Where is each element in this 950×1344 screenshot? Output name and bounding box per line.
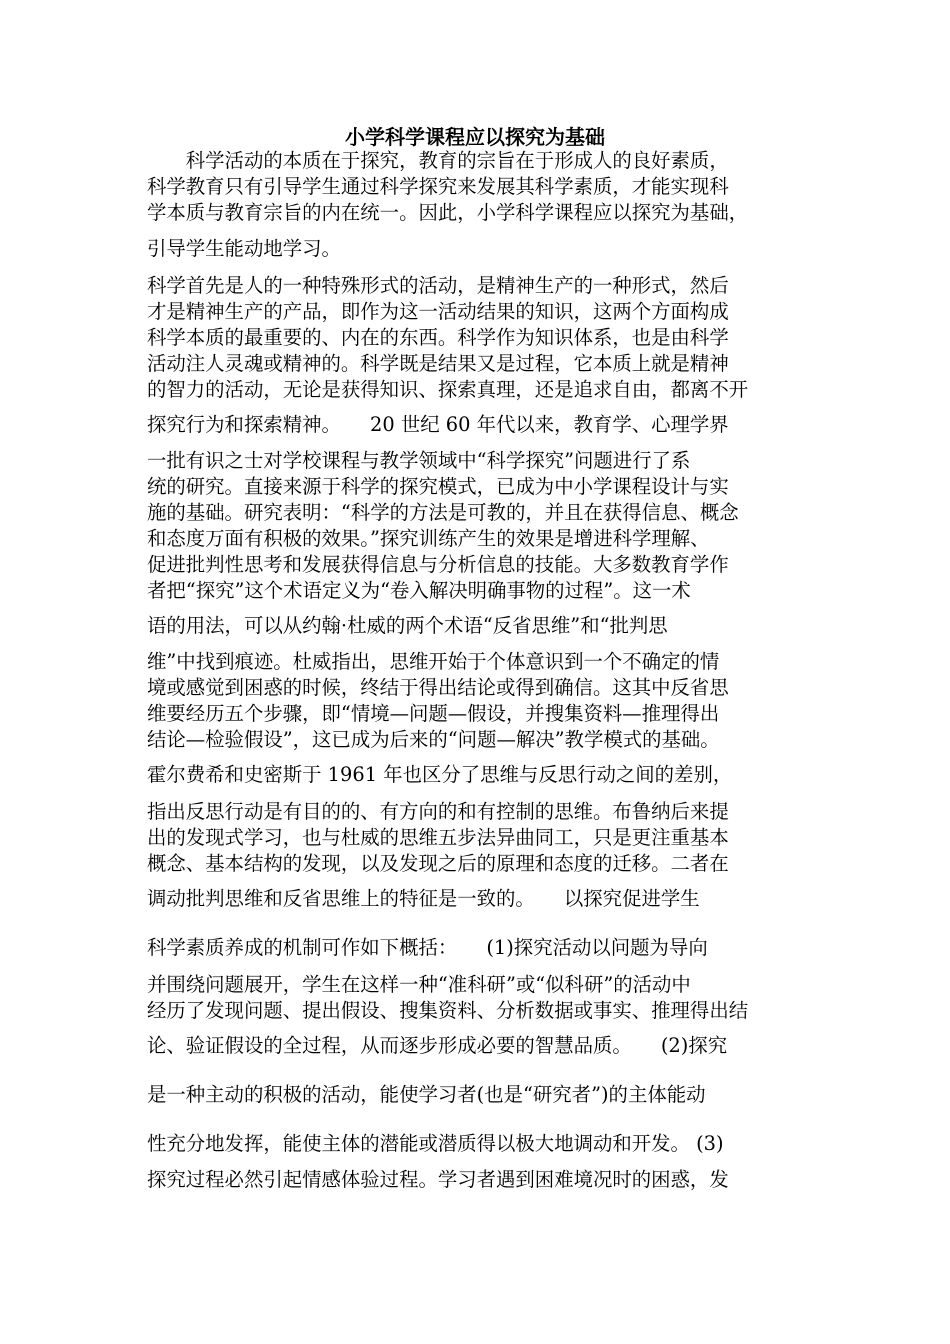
document-title: 小学科学课程应以探究为基础	[345, 125, 605, 149]
text-line: 指出反思行动是有目的的、有方向的和有控制的思维。布鲁纳后来提	[147, 800, 729, 823]
text-line: 霍尔费希和史密斯于 1961 年也区分了思维与反思行动之间的差别，	[147, 763, 733, 786]
text-line: 结论—检验假设”，这已成为后来的“问题—解决”教学模式的基础。	[147, 728, 720, 751]
text-line: 活动注人灵魂或精神的。科学既是结果又是过程，它本质上就是精神	[147, 352, 729, 375]
text-line: 和态度万面有积极的效果。”探究训练产生的效果是增进科学理解、	[147, 527, 710, 550]
text-line: 科学活动的本质在于探究，教育的宗旨在于形成人的良好素质，	[147, 149, 729, 172]
text-line: 维”中找到痕迹。杜威指出，思维开始于个体意识到一个不确定的情	[147, 650, 720, 673]
text-line: 经历了发现问题、提出假设、搜集资料、分析数据或事实、推理得出结	[147, 999, 749, 1022]
text-line: 科学教育只有引导学生通过科学探究来发展其科学素质，才能实现科	[147, 175, 729, 198]
text-line: 统的研究。直接来源于科学的探究模式，已成为中小学课程设计与实	[147, 475, 729, 498]
text-line: 境或感觉到困惑的时候，终结于得出结论或得到确信。这其中反省思	[147, 676, 729, 699]
text-line: 概念、基本结构的发现，以及发现之后的原理和态度的迁移。二者在	[147, 852, 729, 875]
text-line: 维要经历五个步骤，即“情境—问题—假设，并搜集资料—推理得出	[147, 702, 720, 725]
text-line: 并围绕问题展开，学生在这样一种“准科研”或“似科研”的活动中	[147, 973, 691, 996]
text-line: 科学素质养成的机制可作如下概括： (1)探究活动以问题为导向	[147, 936, 708, 959]
text-line: 语的用法，可以从约翰·杜威的两个术语“反省思维”和“批判思	[147, 614, 668, 637]
text-line: 论、验证假设的全过程，从而逐步形成必要的智慧品质。 (2)探究	[147, 1034, 728, 1057]
text-line: 一批有识之士对学校课程与教学领域中“科学探究”问题进行了系	[147, 449, 691, 472]
text-line: 出的发现式学习，也与杜威的思维五步法异曲同工，只是更注重基本	[147, 826, 729, 849]
text-line: 促进批判性思考和发展获得信息与分析信息的技能。大多数教育学作	[147, 553, 729, 576]
text-line: 的智力的活动，无论是获得知识、探索真理，还是追求自由，都离不开	[147, 378, 749, 401]
text-line: 性充分地发挥，能使主体的潜能或潜质得以极大地调动和开发。 (3)	[147, 1132, 724, 1155]
text-line: 探究过程必然引起情感体验过程。学习者遇到困难境况时的困惑，发	[147, 1168, 729, 1191]
text-line: 施的基础。研究表明：“科学的方法是可教的，并且在获得信息、概念	[147, 501, 739, 524]
text-line: 科学首先是人的一种特殊形式的活动，是精神生产的一种形式，然后	[147, 274, 729, 297]
text-line: 引导学生能动地学习。	[147, 237, 341, 260]
text-line: 者把“探究”这个术语定义为“卷入解决明确事物的过程”。这一术	[147, 579, 691, 602]
text-line: 探究行为和探索精神。 20 世纪 60 年代以来，教育学、心理学界	[147, 413, 729, 436]
text-line: 才是精神生产的产品，即作为这一活动结果的知识，这两个方面构成	[147, 300, 729, 323]
text-line: 调动批判思维和反省思维上的特征是一致的。 以探究促进学生	[147, 887, 700, 910]
text-line: 是一种主动的积极的活动，能使学习者(也是“研究者”)的主体能动	[147, 1083, 706, 1106]
text-line: 科学本质的最重要的、内在的东西。科学作为知识体系，也是由科学	[147, 326, 729, 349]
text-line: 学本质与教育宗旨的内在统一。因此，小学科学课程应以探究为基础，	[147, 201, 749, 224]
